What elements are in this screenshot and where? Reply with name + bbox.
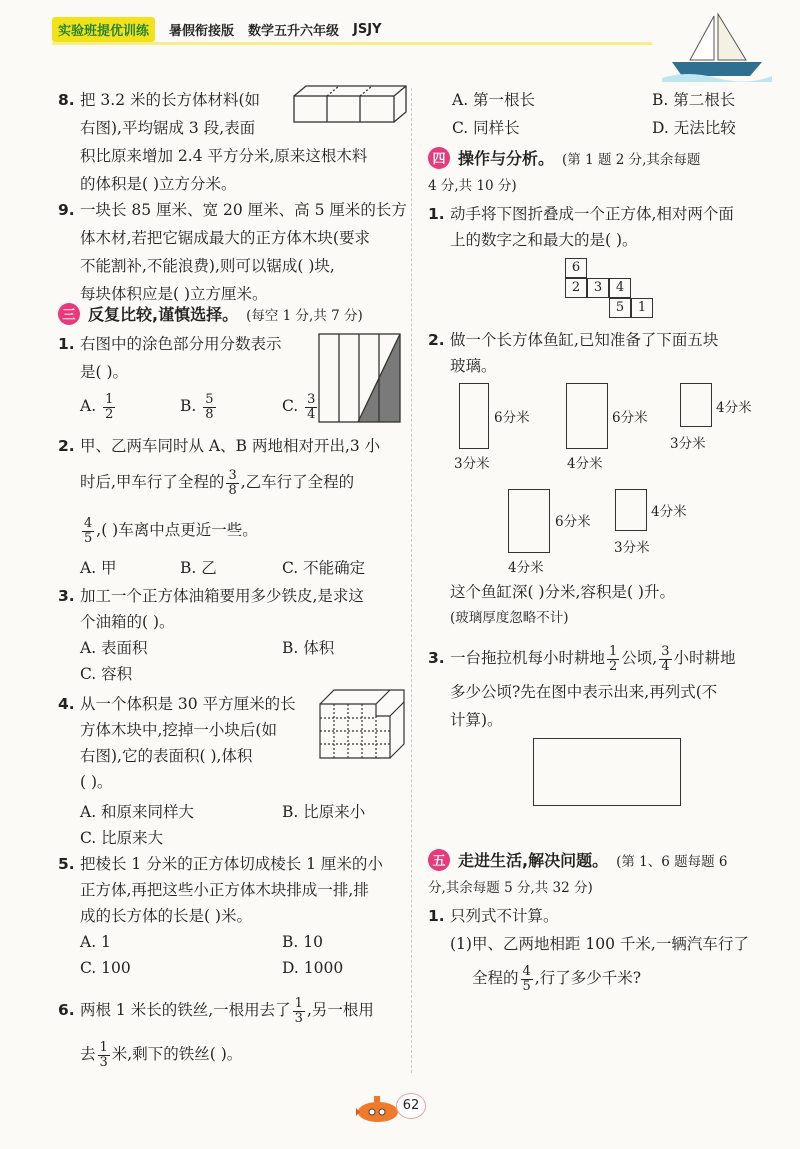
s3-line2: 个油箱的( )。: [80, 613, 175, 631]
page-number: 62: [396, 1093, 426, 1119]
q9-line3: 不能割补,不能浪费),则可以锯成( )块,: [80, 257, 335, 275]
f3-line3: 计算)。: [450, 711, 503, 729]
s2-option-b: B. 乙: [180, 559, 217, 577]
glass-panel-5: [615, 489, 647, 531]
submarine-icon: [352, 1090, 400, 1126]
shaded-rectangle-figure: [318, 332, 402, 424]
sailboat-icon: [662, 10, 772, 82]
section-5-badge: 五: [428, 849, 450, 871]
glass-3-height: 4分米: [716, 400, 752, 416]
s6-option-a: A. 第一根长: [452, 91, 536, 109]
q9-line1: 一块长 85 厘米、宽 20 厘米、高 5 厘米的长方: [80, 201, 407, 219]
s6-line1: 两根 1 米长的铁丝,一根用去了 $\frac{1}{3}$ ,另一根用: [80, 995, 374, 1026]
s1-number: 1.: [58, 335, 75, 353]
s6-option-d: D. 无法比较: [652, 119, 736, 137]
f1-line1: 动手将下图折叠成一个正方体,相对两个面: [450, 205, 734, 223]
s2-number: 2.: [58, 437, 75, 455]
header-bar: [52, 42, 652, 45]
f1-number: 1.: [428, 205, 445, 223]
s1-option-a: A. $\frac{1}{2}$: [80, 391, 114, 422]
section-3-note: (每空 1 分,共 7 分): [246, 307, 363, 324]
s4-option-a: A. 和原来同样大: [80, 803, 195, 821]
s5-option-b: B. 10: [282, 933, 323, 951]
s5-option-d: D. 1000: [282, 959, 344, 977]
section-5-note-cont: 分,其余每题 5 分,共 32 分): [428, 880, 593, 896]
glass-panel-2: [566, 383, 608, 449]
section-5-note: (第 1、6 题每题 6: [616, 853, 728, 870]
glass-4-width: 4分米: [508, 560, 544, 576]
net-cell: 5: [609, 298, 631, 318]
s4-line4: ( )。: [80, 773, 113, 791]
glass-panel-3: [680, 383, 712, 427]
glass-panel-4: [508, 489, 550, 553]
f1-line2: 上的数字之和最大的是( )。: [450, 231, 638, 249]
q8-line3: 积比原来增加 2.4 平方分米,原来这根木料: [80, 147, 368, 165]
q9-line2: 体木材,若把它锯成最大的正方体木块(要求: [80, 229, 370, 247]
q9-number: 9.: [58, 201, 75, 219]
q9-line4: 每块体积应是( )立方厘米。: [80, 285, 268, 303]
f2-line3: 这个鱼缸深( )分米,容积是( )升。: [450, 583, 675, 601]
cuboid-figure: [292, 84, 410, 126]
section-5-heading: 走进生活,解决问题。: [458, 851, 609, 870]
s4-option-b: B. 比原来小: [282, 803, 366, 821]
glass-5-width: 3分米: [614, 540, 650, 556]
s6-option-b: B. 第二根长: [652, 91, 736, 109]
s6-number: 6.: [58, 1001, 75, 1019]
glass-2-width: 4分米: [567, 456, 603, 472]
dug-cuboid-figure: [318, 686, 408, 760]
net-cell: 3: [587, 278, 609, 298]
subject-label: 数学五升六年级: [248, 23, 340, 39]
f3-line2: 多少公顷?先在图中表示出来,再列式(不: [450, 683, 718, 701]
section-4-badge: 四: [428, 147, 450, 169]
f2-number: 2.: [428, 331, 445, 349]
s5-line1: 把棱长 1 分米的正方体切成棱长 1 厘米的小: [80, 855, 383, 873]
s2-line2: 时后,甲车行了全程的 $\frac{3}{8}$ ,乙车行了全程的: [80, 467, 355, 498]
p1-number: 1.: [428, 907, 445, 925]
s3-number: 3.: [58, 587, 75, 605]
s5-option-c: C. 100: [80, 959, 131, 977]
net-cell: 6: [565, 258, 587, 278]
p1-line3: 全程的 $\frac{4}{5}$ ,行了多少千米?: [472, 963, 642, 994]
p1-line2: (1)甲、乙两地相距 100 千米,一辆汽车行了: [450, 935, 749, 953]
page-header: [52, 14, 572, 44]
s1-line2: 是( )。: [80, 363, 129, 381]
s2-line1: 甲、乙两车同时从 A、B 两地相对开出,3 小: [80, 437, 381, 455]
s3-option-a: A. 表面积: [80, 639, 148, 657]
column-divider: [411, 88, 412, 1073]
s3-option-b: B. 体积: [282, 639, 335, 657]
s6-option-c: C. 同样长: [452, 119, 520, 137]
glass-4-height: 6分米: [555, 514, 591, 530]
s5-number: 5.: [58, 855, 75, 873]
s6-line2: 去 $\frac{1}{3}$ 米,剩下的铁丝( )。: [80, 1039, 243, 1070]
section-4-title: [428, 146, 700, 169]
drawing-box[interactable]: [533, 738, 681, 806]
edition-label: 暑假衔接版: [169, 23, 235, 39]
s1-line1: 右图中的涂色部分用分数表示: [80, 335, 282, 353]
s1-option-c: C. $\frac{3}{4}$: [282, 391, 316, 422]
s5-option-a: A. 1: [80, 933, 111, 951]
s5-line2: 正方体,再把这些小正方体木块排成一排,排: [80, 881, 369, 899]
net-cell: 4: [609, 278, 631, 298]
s3-line1: 加工一个正方体油箱要用多少铁皮,是求这: [80, 587, 364, 605]
net-cell: 2: [565, 278, 587, 298]
net-cell: 1: [631, 298, 653, 318]
s4-line2: 方体木块中,挖掉一小块后(如: [80, 721, 277, 739]
s4-number: 4.: [58, 695, 75, 713]
p1-line1: 只列式不计算。: [450, 907, 559, 925]
s2-line3: $\frac{4}{5}$ ,( )车离中点更近一些。: [84, 515, 258, 546]
glass-3-width: 3分米: [670, 436, 706, 452]
section-4-note-cont: 4 分,共 10 分): [428, 178, 517, 194]
code-label: JSJY: [353, 21, 382, 37]
f3-number: 3.: [428, 649, 445, 667]
glass-1-width: 3分米: [454, 456, 490, 472]
s4-line1: 从一个体积是 30 平方厘米的长: [80, 695, 296, 713]
f2-line2: 玻璃。: [450, 357, 497, 375]
s1-option-b: B. $\frac{5}{8}$: [180, 391, 214, 422]
s3-option-c: C. 容积: [80, 665, 133, 683]
q8-number: 8.: [58, 91, 75, 109]
brand-label: 实验班提优训练: [52, 17, 155, 42]
f2-line4: (玻璃厚度忽略不计): [450, 610, 569, 626]
s2-option-c: C. 不能确定: [282, 559, 366, 577]
s2-option-a: A. 甲: [80, 559, 117, 577]
section-5-title: [428, 848, 728, 871]
section-3-badge: 三: [58, 303, 80, 325]
glass-2-height: 6分米: [612, 410, 648, 426]
q8-line2: 右图),平均锯成 3 段,表面: [80, 119, 256, 137]
glass-panel-1: [459, 383, 489, 449]
section-4-note: (第 1 题 2 分,其余每题: [562, 151, 701, 168]
section-3-title: [58, 302, 363, 325]
f2-line1: 做一个长方体鱼缸,已知准备了下面五块: [450, 331, 719, 349]
section-4-heading: 操作与分析。: [458, 149, 555, 168]
s4-option-c: C. 比原来大: [80, 829, 164, 847]
q8-line4: 的体积是( )立方分米。: [80, 175, 237, 193]
f3-line1: 一台拖拉机每小时耕地 $\frac{1}{2}$ 公顷, $\frac{3}{4}$ 小时耕地: [450, 643, 736, 674]
section-3-heading: 反复比较,谨慎选择。: [88, 305, 239, 324]
s4-line3: 右图),它的表面积( ),体积: [80, 747, 253, 765]
q8-line1: 把 3.2 米的长方体材料(如: [80, 91, 261, 109]
s5-line3: 成的长方体的长是( )米。: [80, 907, 253, 925]
glass-5-height: 4分米: [651, 504, 687, 520]
glass-1-height: 6分米: [494, 410, 530, 426]
